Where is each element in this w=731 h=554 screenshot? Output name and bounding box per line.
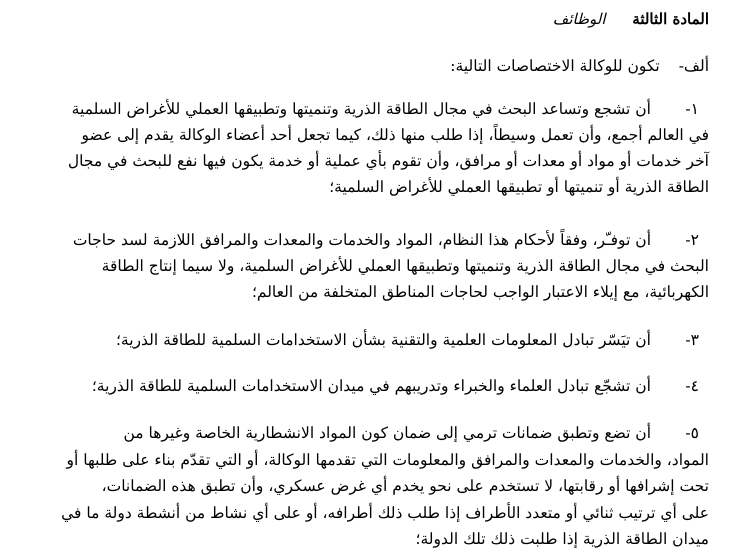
item-text: أن تضع وتطبق ضمانات ترمي إلى ضمان كون المواد الانشطارية الخاصة وغيرها من: [123, 424, 651, 442]
item-line: البحث في مجال الطاقة الذرية وتنميتها وتطبيقها العملي للأغراض السلمية، ولا سيما إنتاج الطاقة: [101, 257, 709, 275]
item-number: ٤-: [685, 377, 699, 395]
item-line: الطاقة الذرية أو تنميتها أو تطبيقها العملي للأغراض السلمية؛: [329, 178, 709, 196]
article-title: الوظائف: [552, 10, 606, 28]
list-item: [19, 96, 709, 200]
item-line: الكهربائية، مع إيلاء الاعتبار الواجب لحاجات المناطق المتخلفة من العالم؛: [251, 283, 709, 301]
item-text: أن توفـّر، وفقاً لأحكام هذا النظام، المواد والخدمات والمعدات والمرافق اللازمة لسد حاجات: [72, 231, 651, 249]
article-heading: [553, 9, 709, 29]
section-intro-text: تكون للوكالة الاختصاصات التالية:: [450, 57, 660, 75]
item-line: [19, 227, 709, 253]
item-number: ٥-: [685, 424, 699, 442]
list-item: [19, 420, 709, 553]
section-intro: [450, 56, 709, 76]
item-line: [19, 373, 709, 399]
section-letter: ألف-: [678, 57, 709, 75]
item-line: آخر خدمات أو مواد أو معدات أو مرافق، وأن تقوم بأي عملية أو خدمة يكون فيها نفع للبحث في مجال: [67, 152, 709, 170]
item-number: ٢-: [685, 231, 699, 249]
item-line: في العالم أجمع، وأن تعمل وسيطاً، إذا طلب منها ذلك، كيما تجعل أحد أعضاء الوكالة يقدم إلى عضو: [81, 126, 709, 144]
item-text: أن تشجع وتساعد البحث في مجال الطاقة الذرية وتنميتها وتطبيقها العملي للأغراض السلمية: [71, 100, 651, 118]
item-text: أن تشجّع تبادل العلماء والخبراء وتدريبهم في ميدان الاستخدامات السلمية للطاقة الذرية؛: [91, 377, 651, 395]
item-line: ميدان الطاقة الذرية إذا طلبت ذلك تلك الدولة؛: [415, 530, 709, 548]
item-number: ١-: [685, 100, 699, 118]
list-item: [19, 327, 709, 353]
item-text: أن تيَسّر تبادل المعلومات العلمية والتقنية بشأن الاستخدامات السلمية للطاقة الذرية؛: [116, 331, 651, 349]
list-item: [19, 227, 709, 305]
item-line: المواد، والخدمات والمعدات والمرافق والمعلومات التي تقدمها الوكالة، أو التي تقدّم بناء على طلبها أو: [66, 450, 709, 469]
item-number: ٣-: [685, 331, 699, 349]
item-line: على أي ترتيب ثنائي أو متعدد الأطراف إذا طلب ذلك أطرافه، أو على أي نشاط من أنشطة دولة ما في: [61, 503, 709, 522]
item-line: [19, 96, 709, 122]
item-line: [19, 327, 709, 353]
list-item: [19, 373, 709, 399]
article-number: المادة الثالثة: [632, 10, 709, 28]
item-line: تحت إشرافها أو رقابتها، لا تستخدم على نحو يخدم أي غرض عسكري، وأن تطبق هذه الضمانات،: [101, 477, 709, 495]
item-line: [19, 420, 709, 447]
